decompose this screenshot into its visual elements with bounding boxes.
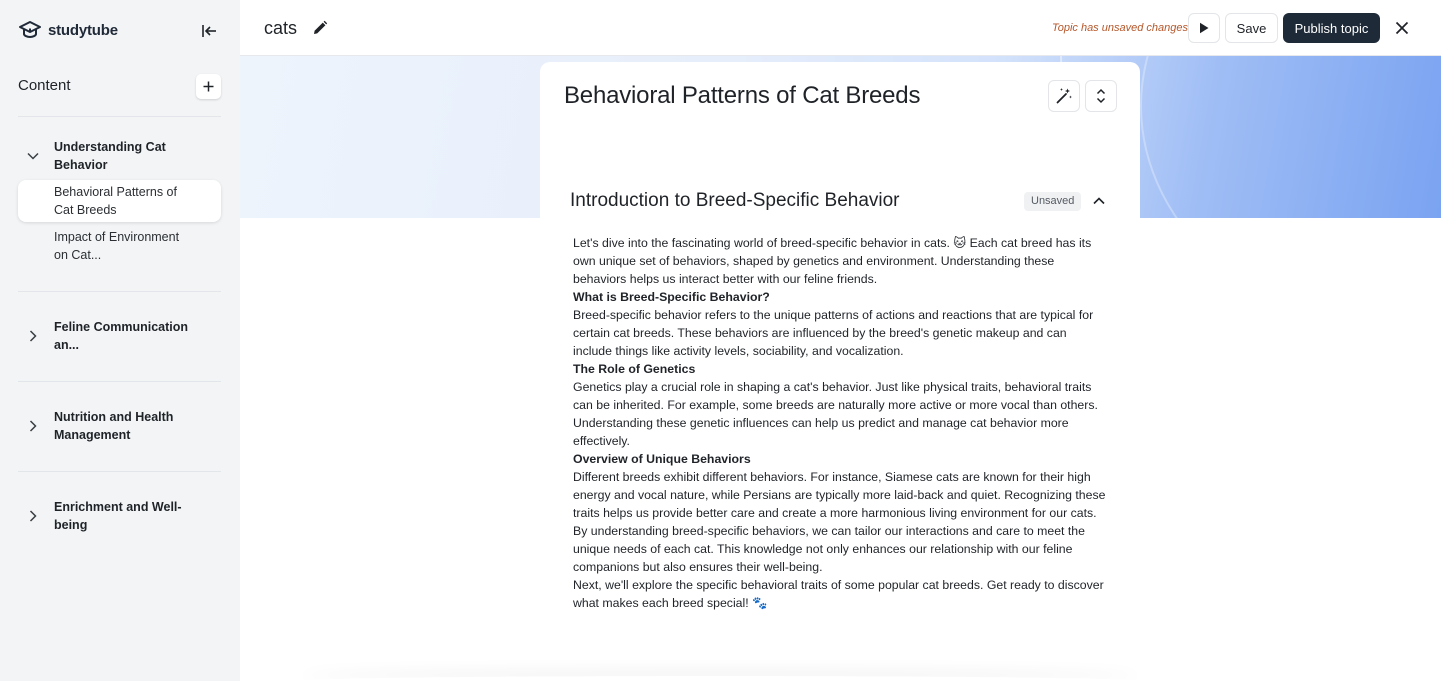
divider: [18, 116, 221, 117]
ai-generate-button[interactable]: [1048, 80, 1080, 112]
lesson-card: [540, 62, 1140, 681]
magic-wand-icon: [1055, 87, 1073, 105]
subheading: Overview of Unique Behaviors: [573, 452, 751, 466]
sidebar-chapter-nutrition-and-health[interactable]: [18, 408, 221, 444]
paragraph: Genetics play a crucial role in shaping a cat's behavior. Just like physical traits, behavioral traits can be inherited. For example, some breeds are naturally more active or more vocal than others. Understanding these genetic influences can help us predict and manage cat behavior more effectively.: [573, 380, 1098, 448]
sidebar-chapter-enrichment-and-well-being[interactable]: [18, 498, 221, 534]
plus-icon: [203, 81, 214, 92]
lesson-title: Impact of Environment on Cat...: [54, 230, 180, 262]
chevron-down-icon[interactable]: [26, 149, 40, 163]
chevron-right-icon[interactable]: [26, 419, 40, 433]
collapse-left-icon: [201, 24, 217, 38]
sidebar: [0, 0, 240, 681]
chapter-title: Feline Communication an...: [54, 320, 189, 352]
collapse-sidebar-button[interactable]: [198, 22, 220, 40]
paragraph: Next, we'll explore the specific behavioral traits of some popular cat breeds. Get ready to discover what makes each breed special! 🐾: [573, 578, 1104, 610]
sidebar-chapter-feline-communication[interactable]: [18, 318, 221, 354]
publish-topic-button[interactable]: Publish topic: [1283, 13, 1380, 43]
chevron-up-down-icon: [1096, 88, 1106, 104]
lesson-title: Behavioral Patterns of Cat Breeds: [54, 185, 177, 217]
pencil-icon[interactable]: [312, 20, 328, 36]
divider: [18, 471, 221, 472]
next-section-edge: [300, 676, 1140, 681]
paragraph: Breed-specific behavior refers to the unique patterns of actions and reactions that are typical for certain cat breeds. These behaviors are influenced by the breed's genetic makeup and can include things like activity levels, sociability, and vocalization.: [573, 308, 1094, 358]
preview-button[interactable]: [1188, 13, 1220, 43]
topic-title: cats: [264, 18, 298, 38]
content-heading: Content: [18, 77, 71, 94]
sidebar-lesson-impact-of-environment[interactable]: [18, 225, 221, 267]
sidebar-lesson-behavioral-patterns[interactable]: [18, 180, 221, 222]
graduation-cap-icon: [18, 20, 42, 40]
divider: [18, 291, 221, 292]
subheading: The Role of Genetics: [573, 362, 696, 376]
chevron-right-icon[interactable]: [26, 329, 40, 343]
unsaved-changes-note: Topic has unsaved changes: [1052, 22, 1188, 34]
topbar: [240, 0, 1441, 56]
close-button[interactable]: [1392, 18, 1412, 38]
chapter-title: Enrichment and Well-being: [54, 500, 182, 532]
sidebar-chapter-understanding-cat-behavior[interactable]: [18, 138, 221, 174]
section-title[interactable]: Introduction to Breed-Specific Behavior: [570, 190, 900, 211]
section-body-editor[interactable]: [573, 234, 1108, 612]
paragraph: By understanding breed-specific behaviors, we can tailor our interactions and care to meet the unique needs of each cat. This knowledge not only enhances our relationship with our feline companions but also ensures their well-being.: [573, 524, 1085, 574]
divider: [18, 381, 221, 382]
lesson-title-heading[interactable]: Behavioral Patterns of Cat Breeds: [564, 82, 921, 109]
paragraph: Different breeds exhibit different behaviors. For instance, Siamese cats are known for their high energy and vocal nature, while Persians are typically more laid-back and quiet. Recognizing these traits helps us provide better care and create a more harmonious living environment for our cats.: [573, 470, 1106, 520]
expand-collapse-button[interactable]: [1085, 80, 1117, 112]
section-collapse-toggle[interactable]: [1091, 193, 1107, 209]
chapter-title: Understanding Cat Behavior: [54, 140, 166, 172]
brand-name: studytube: [48, 21, 118, 39]
chevron-right-icon[interactable]: [26, 509, 40, 523]
subheading: What is Breed-Specific Behavior?: [573, 290, 770, 304]
editor-main: [240, 0, 1441, 681]
add-chapter-button[interactable]: [196, 74, 221, 99]
paragraph: Let's dive into the fascinating world of breed-specific behavior in cats. 🐱 Each cat breed has its own unique set of behaviors, shaped by genetics and environment. Understanding these behaviors helps us interact better with our feline friends.: [573, 236, 1092, 286]
play-icon: [1199, 22, 1209, 34]
chevron-up-icon: [1093, 197, 1105, 205]
chapter-title: Nutrition and Health Management: [54, 410, 174, 442]
brand-logo[interactable]: [18, 20, 118, 40]
unsaved-badge: Unsaved: [1024, 192, 1081, 211]
close-icon: [1395, 21, 1409, 35]
save-button[interactable]: Save: [1225, 13, 1278, 43]
